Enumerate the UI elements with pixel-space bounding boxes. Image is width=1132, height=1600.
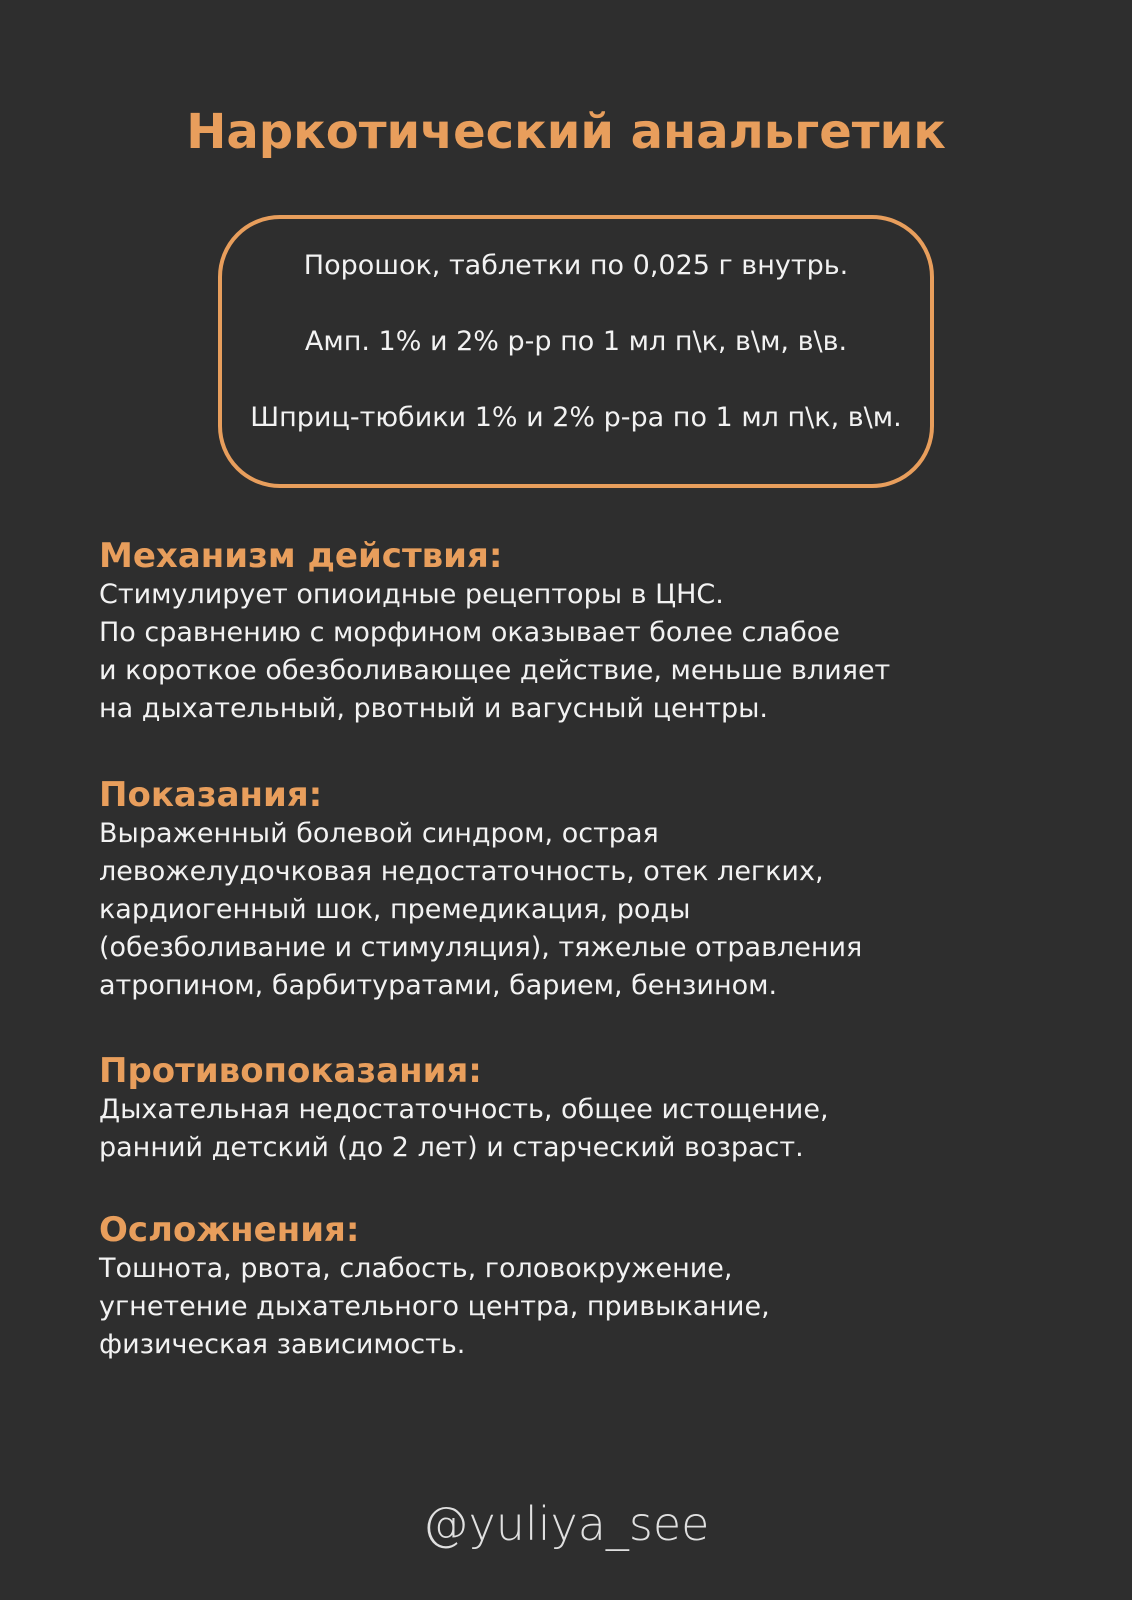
dosage-form-powder: Порошок, таблетки по 0,025 г внутрь. <box>303 250 849 281</box>
section-contraindications <box>99 1051 1059 1167</box>
section-heading: Осложнения: <box>99 1210 360 1250</box>
page-title: Наркотический анальгетик <box>186 104 946 160</box>
section-heading: Противопоказания: <box>99 1051 482 1091</box>
section-complications <box>99 1210 1059 1364</box>
section-body: Тошнота, рвота, слабость, головокружение, угнетение дыхательного центра, привыкание, физическая зависимость. <box>99 1253 770 1360</box>
section-heading: Механизм действия: <box>99 536 503 576</box>
dosage-forms-box <box>218 215 934 488</box>
section-body: Стимулирует опиоидные рецепторы в ЦНС. По сравнению с морфином оказывает более слабое и короткое обезболивающее действие, меньше влияет на дыхательный, рвотный и вагусный центры. <box>99 579 891 724</box>
dosage-form-ampoule: Амп. 1% и 2% р-р по 1 мл п\к, в\м, в\в. <box>304 326 848 357</box>
section-heading: Показания: <box>99 775 323 815</box>
section-body: Дыхательная недостаточность, общее истощение, ранний детский (до 2 лет) и старческий возраст. <box>99 1094 829 1163</box>
dosage-form-syringe-tube: Шприц-тюбики 1% и 2% р-ра по 1 мл п\к, в\м. <box>250 402 902 433</box>
section-indications <box>99 775 1059 1005</box>
section-mechanism <box>99 536 1059 728</box>
author-handle: @yuliya_see <box>422 1497 710 1551</box>
section-body: Выраженный болевой синдром, острая левожелудочковая недостаточность, отек легких, кардиогенный шок, премедикация, роды (обезболивание и стимуляция), тяжелые отравления атропином, барбитуратами, барием, бензином. <box>99 818 863 1001</box>
